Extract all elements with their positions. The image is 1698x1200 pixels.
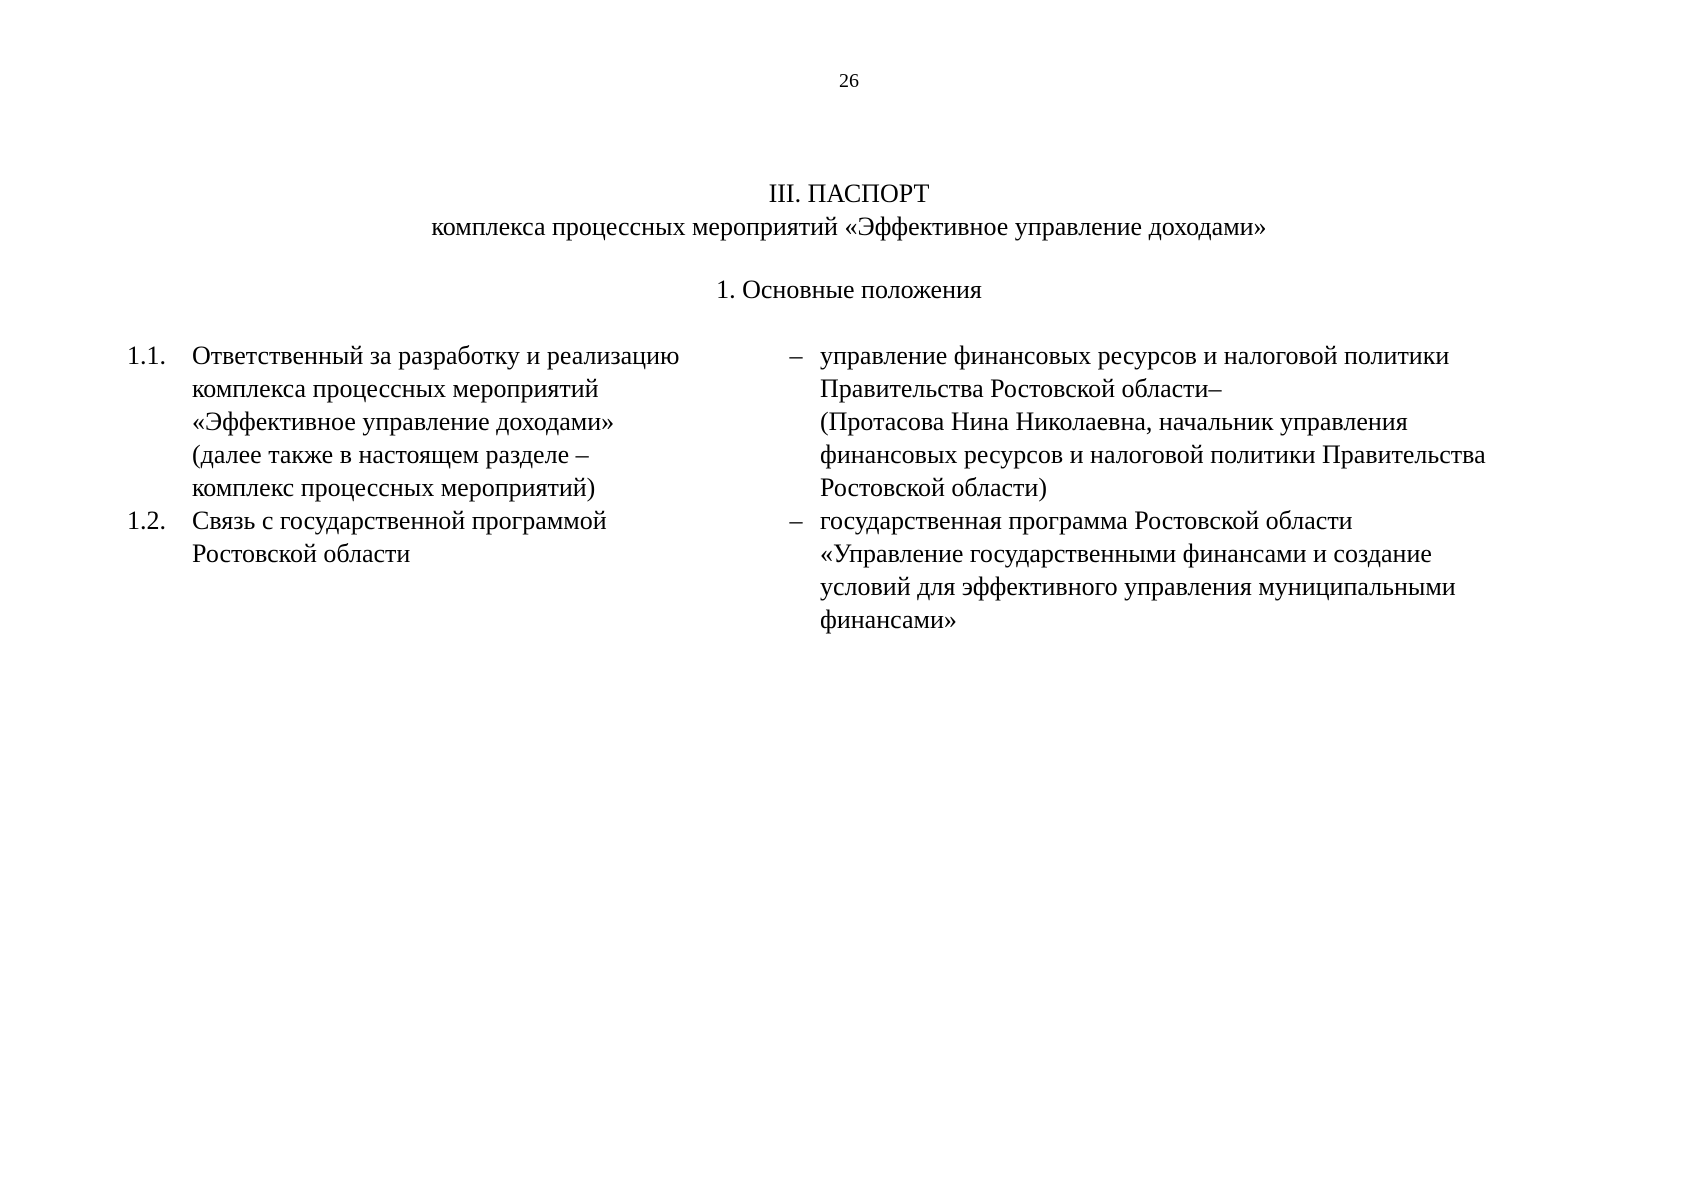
- page-number: 26: [839, 70, 859, 92]
- provision-value-line: финансами»: [820, 605, 957, 634]
- provision-value: [820, 339, 1577, 504]
- provision-value-line: условий для эффективного управления муниципальными: [820, 572, 1456, 601]
- provision-label-line: Связь с государственной программой: [192, 506, 607, 535]
- provision-dash: –: [789, 341, 803, 370]
- provision-value-line: финансовых ресурсов и налоговой политики Правительства: [820, 440, 1486, 469]
- provision-dash: –: [789, 506, 803, 535]
- provision-label-line: комплекса процессных мероприятий: [192, 374, 599, 403]
- provision-value-line: Правительства Ростовской области–: [820, 374, 1222, 403]
- title-line-1: III. ПАСПОРТ: [768, 179, 930, 208]
- main-provisions-list: [127, 339, 1577, 636]
- passport-title: [0, 177, 1698, 243]
- provision-number: 1.1.: [127, 341, 166, 370]
- provision-label-line: (далее также в настоящем разделе –: [192, 440, 589, 469]
- provision-row-1-1: [127, 339, 1577, 504]
- provision-value-line: «Управление государственными финансами и создание: [820, 539, 1432, 568]
- provision-value: [820, 504, 1577, 636]
- provision-row-1-2: [127, 504, 1577, 636]
- provision-label-line: Ростовской области: [192, 539, 411, 568]
- provision-label-line: Ответственный за разработку и реализацию: [192, 341, 680, 370]
- section-heading: 1. Основные положения: [716, 275, 982, 304]
- provision-value-line: Ростовской области): [820, 473, 1047, 502]
- provision-label-line: комплекс процессных мероприятий): [192, 473, 596, 502]
- provision-value-line: (Протасова Нина Николаевна, начальник управления: [820, 407, 1408, 436]
- provision-label: [192, 339, 772, 504]
- provision-label-line: «Эффективное управление доходами»: [192, 407, 615, 436]
- provision-label: [192, 504, 772, 570]
- provision-value-line: государственная программа Ростовской области: [820, 506, 1353, 535]
- provision-value-line: управление финансовых ресурсов и налоговой политики: [820, 341, 1450, 370]
- title-line-2: комплекса процессных мероприятий «Эффективное управление доходами»: [431, 212, 1267, 241]
- provision-number: 1.2.: [127, 506, 166, 535]
